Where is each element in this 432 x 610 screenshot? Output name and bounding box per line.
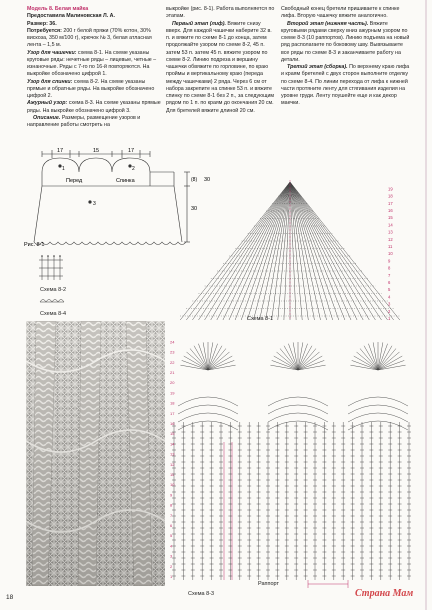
chart-row-number: 14: [170, 441, 175, 447]
chart-stitch-line: [211, 182, 290, 320]
chart-stitch-line: [290, 182, 375, 320]
text-column-3: [281, 6, 411, 108]
chart-row-number: 7: [170, 512, 173, 518]
chart-stitch-line: [290, 182, 400, 320]
col3-intro: Свободный конец бретели пришиваете к спинке лифа. Вторую чашечку вяжите аналогично.: [281, 6, 400, 20]
text-column-2: [166, 6, 276, 115]
chart-row-number: 8: [170, 502, 173, 508]
chart-stitch-line: [290, 182, 345, 320]
chart-arc: [348, 405, 408, 414]
chart-row-number: 16: [170, 421, 175, 426]
chart-row-number: 17: [388, 200, 393, 206]
chart-stitch-line: [235, 182, 290, 320]
dim-side-b: 30: [191, 206, 198, 212]
chart-stitch-line: [217, 182, 290, 320]
stage3-text: По верхнему краю лифа и краям бретелей с двух сторон выполните отделку по схеме 8-4. По линии перехода от лифа к нижней части протяните ленту для стягивания изделия на уровне груди. Ленту поушейте еще и как декор маечки.: [281, 64, 410, 107]
chart-row-number: 1: [170, 574, 173, 579]
chart-stitch-line: [290, 182, 302, 320]
chart-stitch-line: [180, 182, 290, 320]
chart-arc: [178, 421, 238, 430]
chart-row-number: 16: [388, 208, 393, 213]
scheme-8-1-label: Схема 8-1: [247, 316, 274, 322]
chart-arc: [268, 405, 328, 414]
chart-stitch-line: [290, 182, 369, 320]
materials-label: Потребуется:: [27, 27, 62, 34]
chart-stitch-line: [290, 182, 339, 320]
chart-row-number: 4: [170, 543, 173, 549]
dim-side-a: (8): [191, 177, 198, 183]
zone-1-label: 1: [62, 166, 65, 172]
chart-stitch-line: [290, 182, 327, 320]
chart-row-number: 14: [388, 222, 393, 228]
chart-row-number: 3: [170, 553, 173, 559]
chart-stitch-line: [192, 182, 290, 320]
chart-row-number: 18: [388, 193, 393, 199]
chart-row-number: 19: [170, 390, 175, 396]
chart-row-number: 9: [388, 258, 391, 264]
back-pattern-label: Узор для спинки:: [27, 78, 73, 85]
size: Размер: 36.: [27, 20, 57, 27]
chart-arc: [348, 397, 408, 406]
stage1-text: Вяжите снизу вверх. Для каждой чашечки наберите 32 в. п. и вяжите по схеме 8-1 до конца, затем продолжайте узором по схеме 8-2, 45 п. затем 53 п. затем 45 п. вяжите узором по схеме 8-2. Линию подреза и вершину чашечки обвяжите по горловине, по краю проймы и вертикальному краю (переда между чашечками) 2 ряда. Через 6 см от набора закрепите на спинке 53 п. и вяжите спинку по схеме 8-1 без 2 п., за следующим рядом по 1 п. по краям до окончания 20 см. Для бретелей вяжите длиной 20 см.: [166, 20, 275, 114]
chart-stitch-line: [290, 182, 296, 320]
lace-pattern-label: Ажурный узор:: [27, 100, 68, 107]
stitch-photo: [26, 321, 165, 586]
text-column-1: [27, 6, 162, 129]
model-title: Модель 8. Белая майка: [27, 6, 89, 12]
chart-row-number: 21: [170, 370, 175, 375]
chart-row-number: 24: [170, 339, 175, 345]
chart-stitch-line: [260, 182, 291, 320]
scheme-8-1-chart: [170, 176, 402, 324]
page-edge-line: [425, 0, 427, 610]
chart-stitch-line: [241, 182, 290, 320]
chart-row-number: 13: [170, 451, 175, 457]
chart-stitch-line: [199, 182, 291, 320]
chart-stitch-line: [290, 182, 388, 320]
stage3-label: Третий этап (сборка).: [287, 64, 348, 70]
scheme-8-2-label: Схема 8-2: [40, 287, 67, 293]
label-back: Спинка: [116, 178, 135, 184]
chart-row-number: 17: [170, 410, 175, 416]
chart-arc: [268, 413, 328, 422]
dim-15: 15: [93, 148, 100, 154]
stage1-label: Первый этап (лиф).: [172, 20, 226, 27]
chart-stitch-line: [290, 182, 382, 320]
chart-stitch-line: [278, 182, 290, 320]
chart-arc: [348, 421, 408, 430]
chart-row-number: 5: [170, 533, 173, 539]
chart-row-number: 22: [170, 359, 175, 365]
dim-side-c: 30: [204, 177, 211, 183]
chart-row-number: 11: [170, 472, 175, 477]
chart-stitch-line: [290, 182, 357, 320]
description-text: Размеры, размещение узоров и направление работы смотреть на: [27, 114, 141, 128]
watermark: Страна Мам: [355, 588, 414, 599]
chart-arc: [178, 405, 238, 414]
figure-caption: Рис. 8-1: [24, 242, 45, 248]
col2-intro: выкройке (рис. 8-1). Работа выполняется по этапам.: [166, 6, 275, 20]
chart-stitch-line: [290, 182, 321, 320]
chart-arc: [348, 413, 408, 422]
chart-arc: [178, 413, 238, 422]
stage2-label: Второй этап (нижняя часть).: [287, 20, 369, 27]
scheme-8-3-label: Схема 8-3: [188, 591, 215, 597]
chart-row-number: 6: [170, 523, 173, 528]
chart-row-number: 5: [388, 287, 391, 293]
cup-pattern-label: Узор для чашечки:: [27, 49, 77, 56]
stage2-text: Вяжите круговыми рядами сверху вниз ажурным узором по схеме 8-3 (10 раппортов). Линию подъема на новый ряд располагаете по боковому шву. Вывязываете все ряды по схеме 8-3 и заканчиваете работу на детали.: [281, 20, 410, 63]
chart-stitch-line: [205, 182, 290, 320]
chart-row-number: 10: [388, 251, 393, 257]
chart-row-number: 2: [170, 563, 173, 569]
lace-pattern-text: схема 8-3. На схеме указаны прямые ряды. На выкройке обозначено цифрой 3.: [27, 100, 161, 114]
chart-row-number: 15: [170, 431, 175, 437]
description-label: Описание.: [33, 114, 61, 121]
scheme-8-3-chart: [168, 322, 420, 596]
chart-row-number: 2: [388, 308, 391, 314]
back-pattern-text: схема 8-2. На схеме указаны прямые и обратные ряды. На выкройке обозначено цифрой 2.: [27, 78, 155, 99]
chart-row-number: 18: [170, 400, 175, 406]
chart-arc: [268, 421, 328, 430]
chart-row-number: 3: [388, 301, 391, 307]
scheme-8-4-label: Схема 8-4: [40, 311, 67, 317]
chart-row-number: 6: [388, 280, 391, 285]
chart-stitch-line: [284, 182, 290, 320]
chart-stitch-line: [247, 182, 290, 320]
label-front: Перед: [66, 178, 83, 184]
dim-17b: 17: [128, 148, 135, 154]
rapport-label: Раппорт: [258, 581, 280, 587]
materials-text: 200 г белой пряжи (70% котон, 30% вискоза, 350 м/100 г), крючок № 3, белая атласная лента – 1,5 м.: [27, 27, 152, 49]
chart-row-number: 23: [170, 349, 175, 355]
dim-17a: 17: [57, 148, 64, 154]
chart-stitch-line: [223, 182, 290, 320]
chart-row-number: 10: [170, 482, 175, 488]
scheme-8-2-graphic: [34, 254, 104, 314]
cup-pattern-text: схема 8-1. На схеме указаны круговые ряды: нечетные ряды – лицевые, четные – изнаночные. Ряды с 7-го по 16-й повторяются. На выкройке обозначено цифрой 1.: [27, 49, 157, 78]
page-number: 18: [6, 594, 14, 601]
chart-arc: [268, 397, 328, 406]
chart-row-number: 12: [170, 461, 175, 467]
chart-row-number: 13: [388, 229, 393, 235]
chart-stitch-line: [290, 182, 363, 320]
chart-row-number: 8: [388, 265, 391, 271]
chart-row-number: 1: [388, 316, 391, 321]
chart-row-number: 4: [388, 294, 391, 300]
chart-row-number: 20: [170, 380, 175, 386]
zone-3-label: 3: [93, 201, 96, 207]
chart-stitch-line: [290, 182, 314, 320]
author: Предоставила Малиновская Л. А.: [27, 13, 115, 20]
chart-arc: [178, 397, 238, 406]
chart-row-number: 15: [388, 215, 393, 221]
chart-row-number: 11: [388, 244, 393, 249]
chart-row-number: 9: [170, 492, 173, 498]
chart-stitch-line: [266, 182, 290, 320]
chart-stitch-line: [253, 182, 290, 320]
chart-stitch-line: [290, 182, 333, 320]
chart-row-number: 7: [388, 272, 391, 278]
chart-row-number: 19: [388, 186, 393, 192]
zone-2-label: 2: [132, 166, 135, 172]
chart-row-number: 12: [388, 236, 393, 242]
